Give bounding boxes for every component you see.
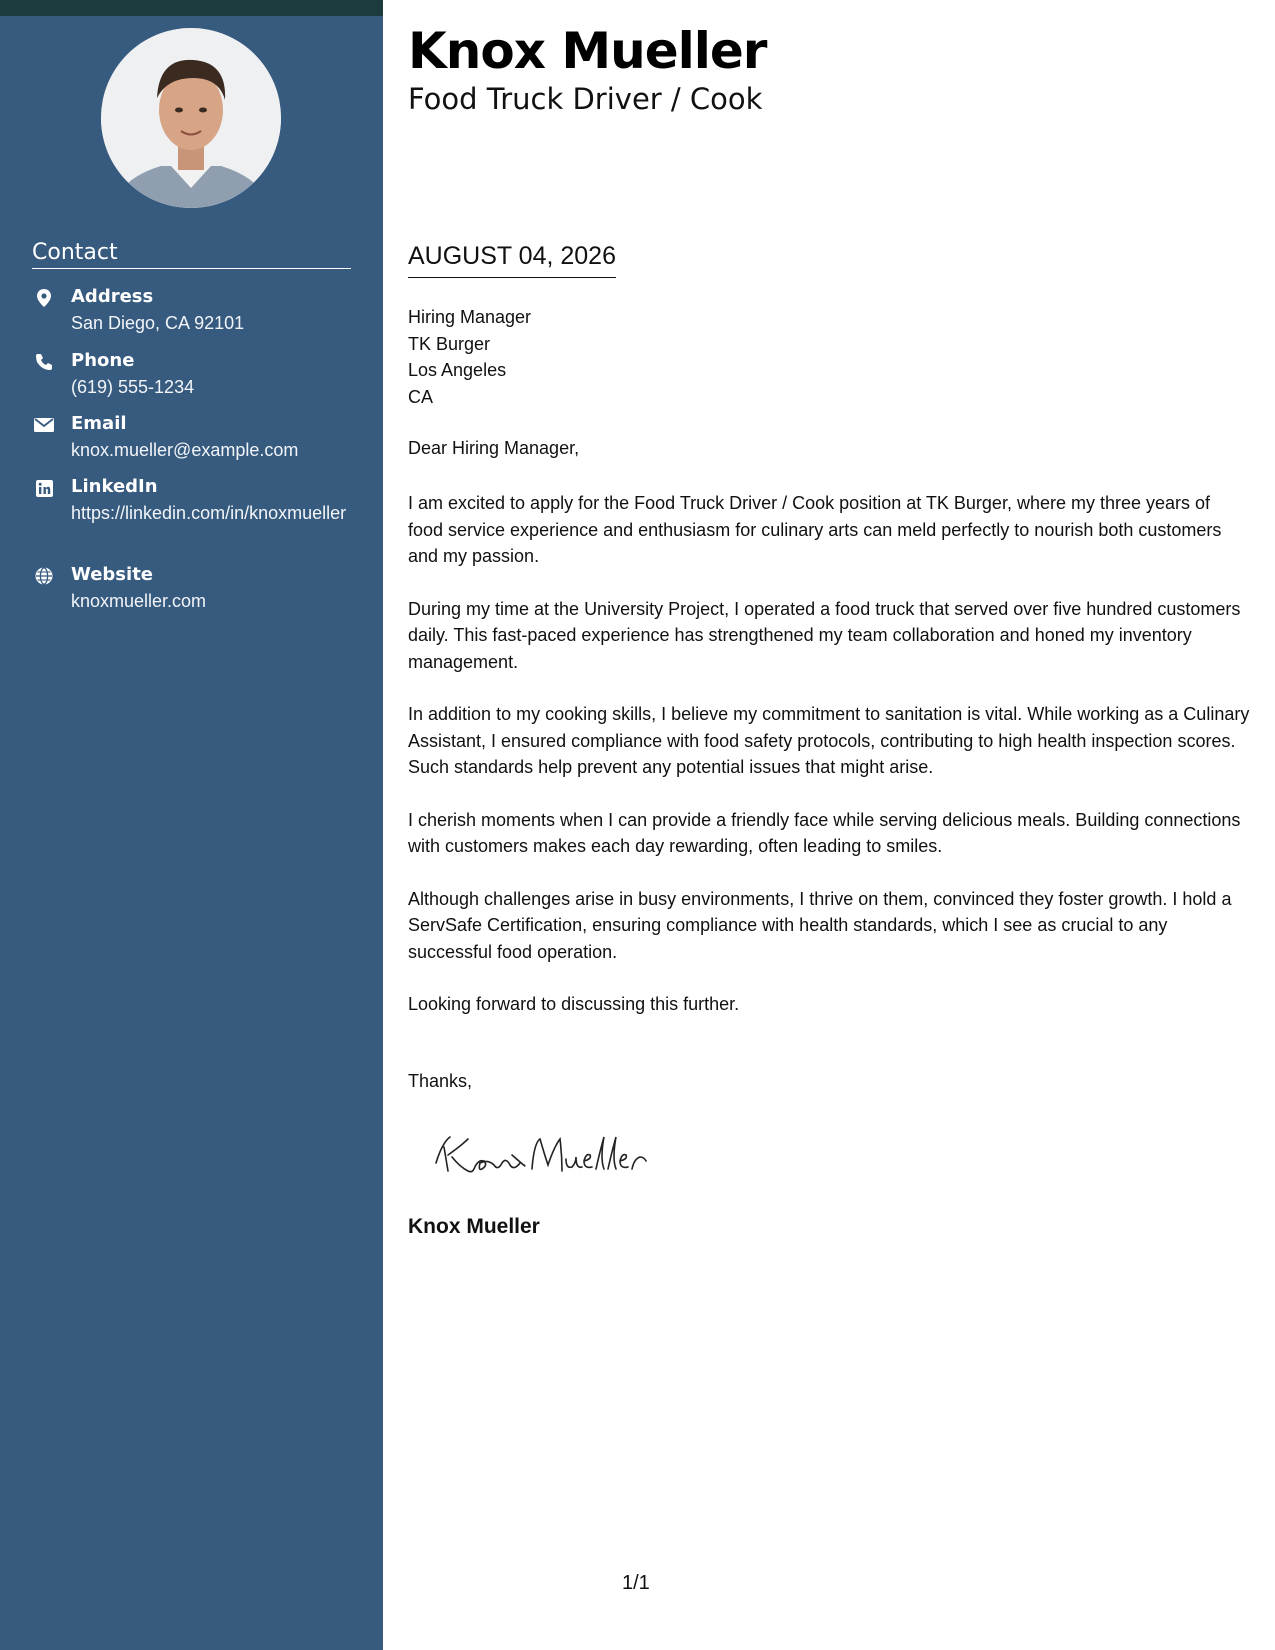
body-paragraph: I cherish moments when I can provide a friendly face while serving delicious meals. Building connections with customers makes each day rewarding, often leading to smiles. [408,809,1241,856]
salutation: Dear Hiring Manager, [408,438,580,458]
phone-label: Phone [71,350,135,371]
contact-heading: Contact [32,240,351,269]
sidebar-top-bar [0,0,383,16]
recipient-line: Los Angeles [408,360,507,380]
recipient-line: Hiring Manager [408,307,532,327]
signed-name: Knox Mueller [408,1215,540,1238]
handwritten-signature [428,1125,658,1190]
address-label: Address [71,286,154,307]
job-title: Food Truck Driver / Cook [408,82,763,116]
map-pin-icon [32,288,56,308]
body-paragraph: Looking forward to discussing this further. [408,994,740,1014]
recipient-line: TK Burger [408,333,491,354]
recipient-line: CA [408,386,434,407]
body-paragraph: Although challenges arise in busy environments, I thrive on them, convinced they foster growth. I hold a ServSafe Certification, ensuring compliance with health standards, which I see as crucial to any successful food operation. [408,888,1232,962]
globe-icon [32,566,56,586]
phone-value: (619) 555-1234 [71,377,195,397]
letter-date: AUGUST 04, 2026 [408,242,616,278]
address-value: San Diego, CA 92101 [71,313,245,333]
body-paragraph: In addition to my cooking skills, I believe my commitment to sanitation is vital. While working as a Culinary Assistant, I ensured compliance with food safety protocols, contributing to high health inspection scores. Such standards help prevent any potential issues that might arise. [408,704,1250,777]
email-value[interactable]: knox.mueller@example.com [71,440,299,460]
recipient-block [408,304,531,410]
envelope-icon [32,415,56,435]
linkedin-label: LinkedIn [71,476,158,497]
letter-body [408,490,1250,1044]
page-number: 1/1 [622,1572,650,1594]
email-label: Email [71,413,127,434]
avatar [101,28,281,208]
linkedin-value[interactable]: https://linkedin.com/in/knoxmueller [71,503,347,523]
closing: Thanks, [408,1071,473,1091]
website-label: Website [71,564,154,585]
sidebar [0,0,383,1650]
body-paragraph: During my time at the University Project, I operated a food truck that served over five hundred customers daily. This fast-paced experience has strengthened my team collaboration and honed my inventory management. [408,598,1241,672]
applicant-name: Knox Mueller [408,22,767,80]
linkedin-icon [32,478,56,498]
phone-icon [32,352,56,372]
body-paragraph: I am excited to apply for the Food Truck Driver / Cook position at TK Burger, where my three years of food service experience and enthusiasm for culinary arts can meld perfectly to nourish both customers and my passion. [408,493,1222,566]
website-value[interactable]: knoxmueller.com [71,591,207,611]
